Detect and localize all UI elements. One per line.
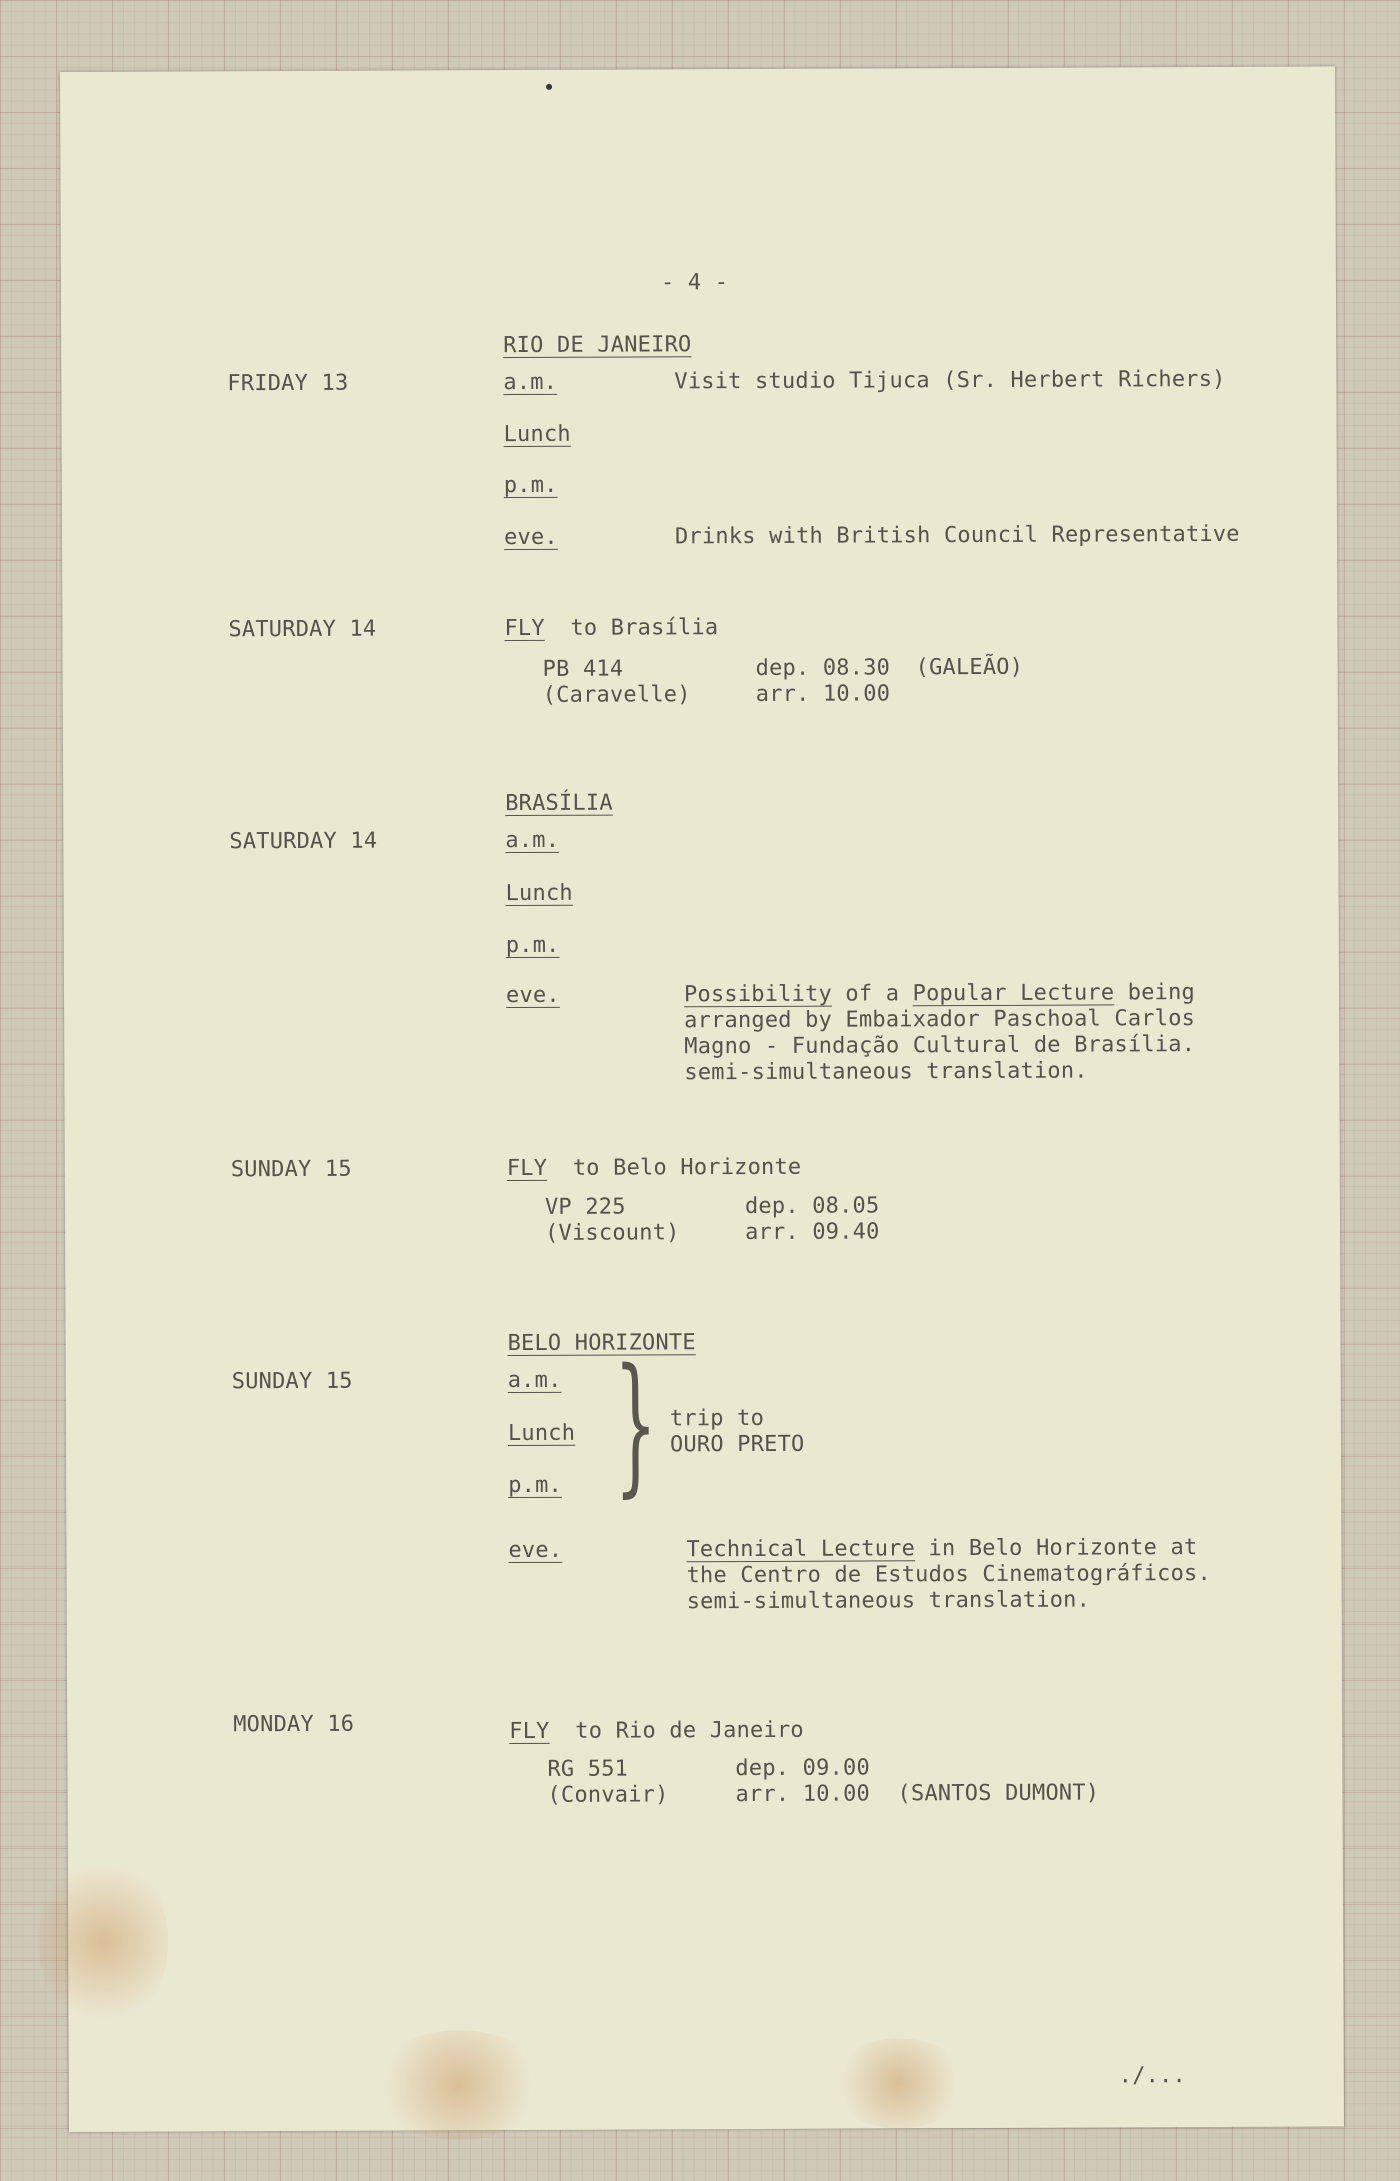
entry-line: Magno - Fundação Cultural de Brasília.: [684, 1032, 1196, 1060]
day-label: SUNDAY 15: [231, 1368, 353, 1395]
schedule-entry: [684, 979, 1195, 1008]
flight-number: PB 414: [542, 656, 624, 682]
underlined-text: Popular Lecture: [912, 980, 1115, 1007]
aircraft: (Viscount): [545, 1220, 680, 1246]
brace: }: [613, 1337, 658, 1512]
schedule-entry: Visit studio Tijuca (Sr. Herbert Richers): [674, 366, 1226, 395]
trip-text: trip to: [669, 1405, 765, 1432]
entry-line: semi-simultaneous translation.: [686, 1587, 1091, 1615]
aircraft: (Caravelle): [542, 682, 691, 708]
departure: dep. 09.00: [735, 1755, 870, 1782]
time-label: a.m.: [505, 827, 560, 854]
departure: dep. 08.30: [755, 655, 891, 681]
entry-text: in Belo Horizonte at: [914, 1535, 1198, 1562]
time-label: p.m.: [505, 932, 560, 959]
time-label: a.m.: [503, 369, 558, 396]
time-label: Lunch: [503, 421, 571, 448]
arrival: arr. 10.00: [735, 1781, 871, 1808]
underlined-text: Technical Lecture: [686, 1536, 916, 1563]
city-heading: BELO HORIZONTE: [507, 1330, 696, 1357]
flight-destination: to Brasília: [570, 615, 719, 641]
time-label: eve.: [505, 982, 560, 1009]
page-number: - 4 -: [660, 270, 729, 296]
time-label: eve.: [503, 524, 558, 551]
fly-label: FLY: [504, 615, 545, 642]
city-heading: RIO DE JANEIRO: [503, 332, 692, 359]
punch-dot: [546, 84, 552, 90]
time-label: p.m.: [503, 472, 558, 499]
entry-text: being: [1114, 980, 1196, 1006]
entry-line: arranged by Embaixador Paschoal Carlos: [684, 1006, 1196, 1034]
entry-line: semi-simultaneous translation.: [684, 1058, 1088, 1086]
document-page: [60, 66, 1344, 2132]
day-label: MONDAY 16: [233, 1711, 355, 1738]
city-heading: BRASÍLIA: [505, 790, 613, 817]
day-label: SUNDAY 15: [230, 1156, 352, 1183]
stain-bottom-2: [829, 2038, 969, 2129]
stain-bottom-1: [369, 2030, 549, 2141]
departure: dep. 08.05: [744, 1193, 880, 1220]
arrival: arr. 09.40: [745, 1219, 880, 1246]
time-label: Lunch: [507, 1420, 576, 1447]
fly-label: FLY: [509, 1718, 550, 1745]
flight-number: VP 225: [544, 1194, 626, 1220]
flight-destination: to Belo Horizonte: [572, 1154, 802, 1181]
entry-text: of a: [831, 981, 913, 1007]
airport: (SANTOS DUMONT): [897, 1780, 1100, 1807]
day-label: SATURDAY 14: [229, 828, 378, 855]
continuation-mark: ./...: [1118, 2063, 1187, 2089]
aircraft: (Convair): [547, 1782, 669, 1808]
entry-line: the Centro de Estudos Cinematográficos.: [686, 1560, 1211, 1589]
day-label: SATURDAY 14: [228, 616, 377, 643]
underlined-text: Possibility: [683, 981, 832, 1008]
schedule-entry: [686, 1534, 1197, 1563]
flight-number: RG 551: [547, 1756, 629, 1782]
trip-text: OURO PRETO: [669, 1431, 805, 1458]
airport: (GALEÃO): [915, 654, 1024, 681]
fly-label: FLY: [506, 1155, 548, 1182]
schedule-entry: Drinks with British Council Representative: [674, 521, 1240, 550]
time-label: eve.: [508, 1537, 563, 1564]
time-label: a.m.: [507, 1367, 562, 1394]
arrival: arr. 10.00: [755, 681, 891, 707]
flight-destination: to Rio de Janeiro: [575, 1717, 804, 1744]
time-label: p.m.: [508, 1472, 563, 1499]
time-label: Lunch: [505, 880, 573, 907]
stain-left: [38, 1852, 169, 2033]
day-label: FRIDAY 13: [227, 370, 349, 397]
